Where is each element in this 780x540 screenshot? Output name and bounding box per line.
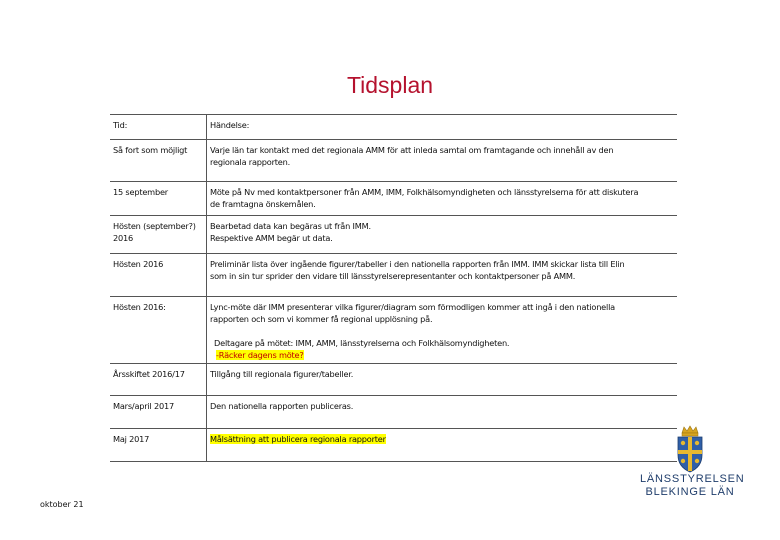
page-title: Tidsplan bbox=[346, 72, 434, 98]
row-event bbox=[207, 254, 678, 297]
row-time: Maj 2017 bbox=[110, 429, 207, 462]
event-line: Preliminär lista över ingående figurer/tabeller i den nationella rapporten från IMM. IMM skickar lista till Elin bbox=[210, 259, 625, 269]
row-time: Så fort som möjligt bbox=[110, 140, 207, 182]
table-row bbox=[110, 182, 677, 216]
event-line: Möte på Nv med kontaktpersoner från AMM, IMM, Folkhälsomyndigheten och länsstyrelserna för att diskutera bbox=[210, 187, 639, 197]
logo-text-line2: BLEKINGE LÄN bbox=[645, 486, 735, 498]
footer-date: oktober 21 bbox=[40, 500, 84, 509]
row-event bbox=[207, 216, 678, 254]
row-event bbox=[207, 297, 678, 364]
event-line: Respektive AMM begär ut data. bbox=[210, 233, 333, 243]
event-note-highlight bbox=[210, 349, 674, 361]
event-line: som in sin tur sprider den vidare till länsstyrelserepresentanter och kontaktpersoner på AMM. bbox=[210, 271, 576, 281]
table-row bbox=[110, 254, 677, 297]
row-time bbox=[110, 216, 207, 254]
row-time: Hösten 2016 bbox=[110, 254, 207, 297]
row-event bbox=[207, 182, 678, 216]
highlighted-goal: Målsättning att publicera regionala rapporter bbox=[210, 434, 386, 444]
highlight-question: -Räcker dagens möte? bbox=[216, 350, 304, 360]
table-row bbox=[110, 364, 677, 396]
header-time: Tid: bbox=[110, 115, 207, 140]
table-row bbox=[110, 396, 677, 429]
lansstyrelsen-logo bbox=[640, 425, 745, 499]
event-line: regionala rapporten. bbox=[210, 157, 290, 167]
row-time: Mars/april 2017 bbox=[110, 396, 207, 429]
table-row bbox=[110, 140, 677, 182]
header-event: Händelse: bbox=[207, 115, 678, 140]
row-event: Den nationella rapporten publiceras. bbox=[207, 396, 678, 429]
time-line: 2016 bbox=[113, 233, 134, 243]
event-line: Varje län tar kontakt med det regionala AMM för att inleda samtal om framtagande och innehåll av den bbox=[210, 145, 614, 155]
table-row bbox=[110, 429, 677, 462]
table-row bbox=[110, 216, 677, 254]
row-time: Årsskiftet 2016/17 bbox=[110, 364, 207, 396]
row-time: Hösten 2016: bbox=[110, 297, 207, 364]
event-line: Lync-möte där IMM presenterar vilka figurer/diagram som förmodligen kommer att ingå i den nationella bbox=[210, 302, 615, 312]
event-note: Deltagare på mötet: IMM, AMM, länsstyrelserna och Folkhälsomyndigheten. bbox=[214, 338, 510, 348]
row-event: Tillgång till regionala figurer/tabeller. bbox=[207, 364, 678, 396]
event-line: Bearbetad data kan begäras ut från IMM. bbox=[210, 221, 371, 231]
table-row bbox=[110, 297, 677, 364]
row-event bbox=[207, 140, 678, 182]
table-header-row bbox=[110, 115, 677, 140]
time-line: Hösten (september?) bbox=[113, 221, 196, 231]
row-event bbox=[207, 429, 678, 462]
event-line: rapporten och som vi kommer få regional upplösning på. bbox=[210, 314, 433, 324]
event-line: de framtagna önskemålen. bbox=[210, 199, 316, 209]
row-time: 15 september bbox=[110, 182, 207, 216]
coat-of-arms-icon bbox=[670, 425, 710, 473]
schedule-table bbox=[110, 114, 677, 462]
logo-text-line1: LÄNSSTYRELSEN bbox=[640, 473, 745, 485]
